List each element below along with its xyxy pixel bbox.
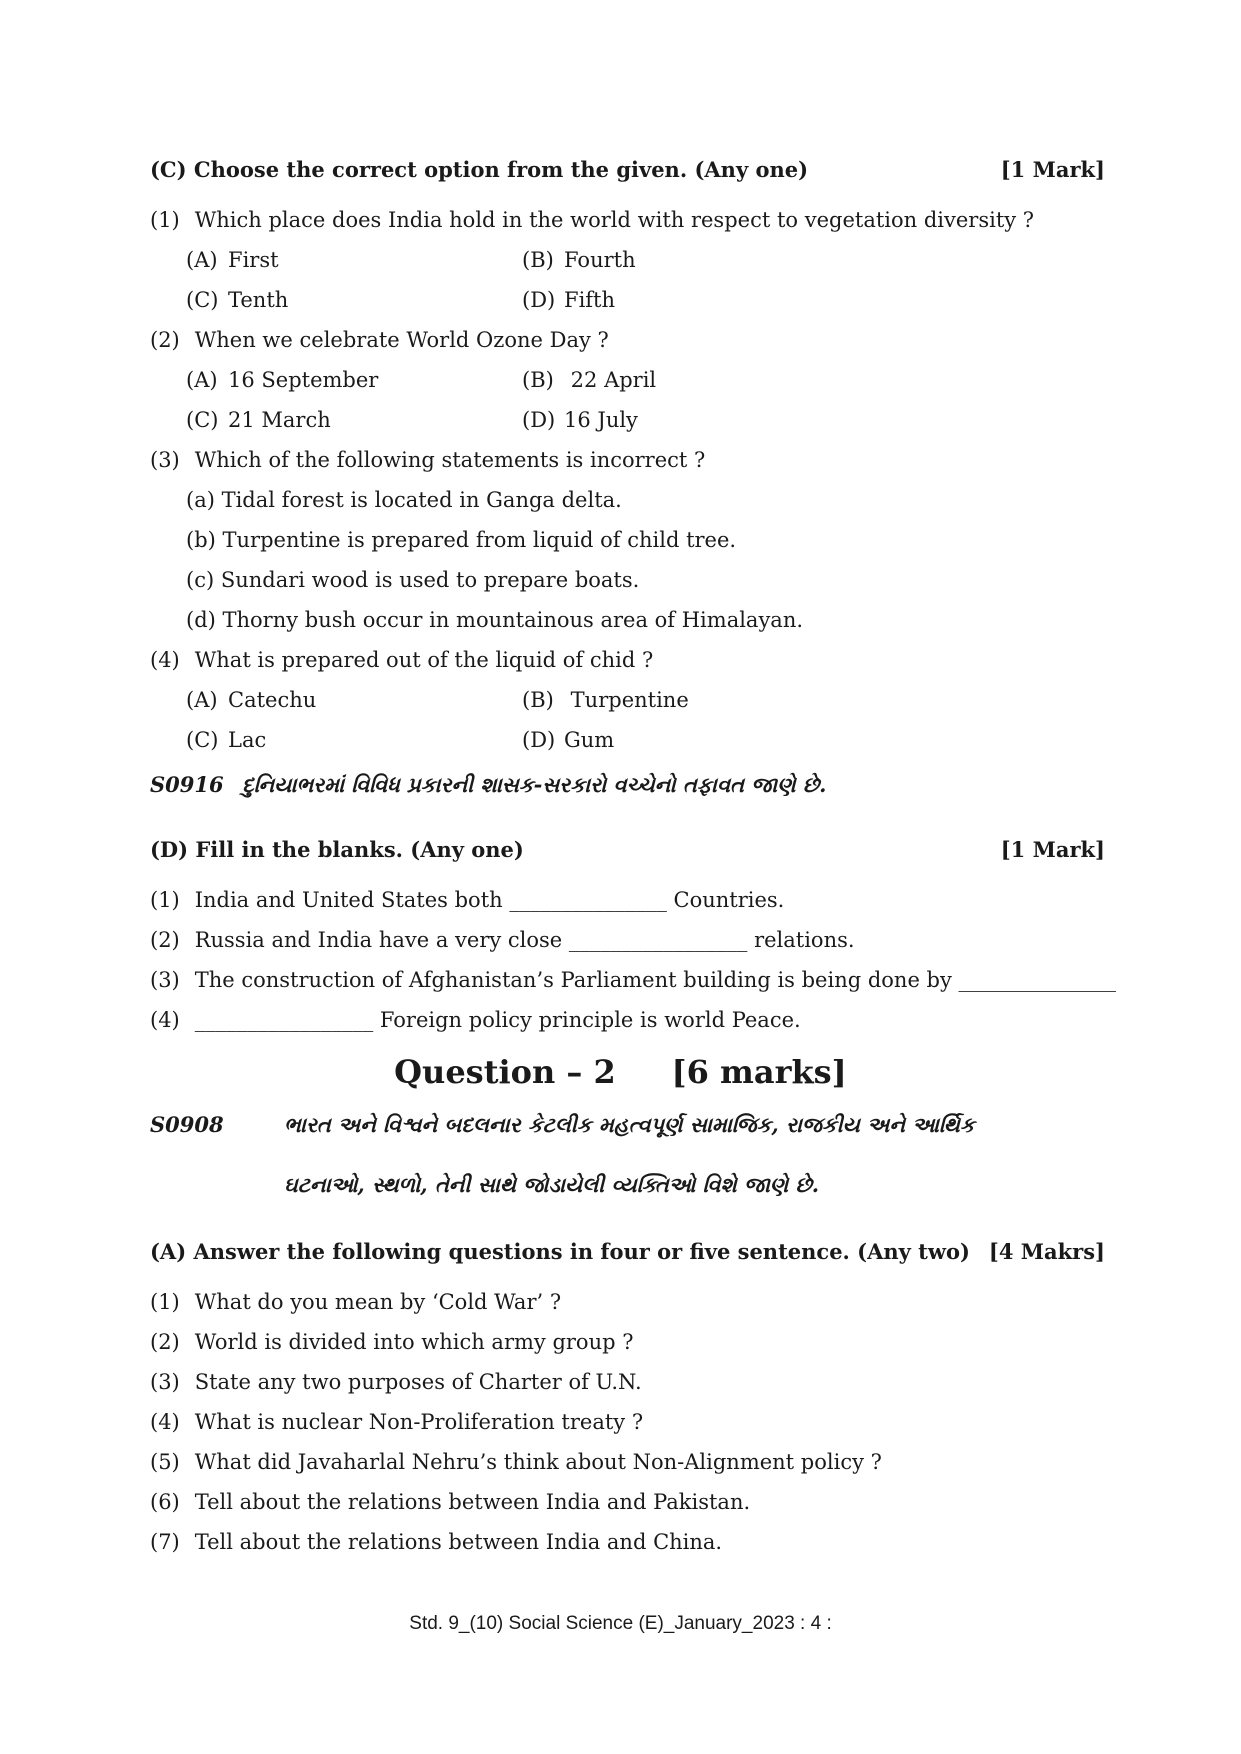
option-b: (B) 22 April — [522, 368, 657, 392]
outcome-text-line1: ભારત અને વિશ્વને બદલનાર કેટલીક મહત્વપૂર્ણ સામાજિક, રાજકીય અને આર્થિક — [284, 1112, 975, 1137]
answer-question-2: (2) World is divided into which army group ? — [150, 1330, 634, 1354]
question-text: Which place does India hold in the world with respect to vegetation diversity ? — [194, 208, 1035, 232]
question-2-title — [0, 1052, 1241, 1092]
option-a: (A) First — [186, 248, 279, 272]
question-text: What is prepared out of the liquid of chid ? — [194, 648, 654, 672]
question-c1 — [150, 206, 1034, 234]
question-number: (4) — [150, 648, 180, 672]
outcome-code: S0916 — [150, 772, 224, 797]
blank-item-4: (4) _________________ Foreign policy principle is world Peace. — [150, 1008, 801, 1032]
statement-c: (c) Sundari wood is used to prepare boats. — [186, 568, 640, 592]
outcome-text-line2: ઘટનાઓ, સ્થળો, તેની સાથે જોડાયેલી વ્યક્તિઓ વિશે જાણે છે. — [284, 1172, 820, 1197]
statement-a: (a) Tidal forest is located in Ganga delta. — [186, 488, 622, 512]
option-c: (C) Tenth — [186, 288, 289, 312]
blank-item-1: (1) India and United States both _______________ Countries. — [150, 888, 785, 912]
option-a: (A) 16 September — [186, 368, 379, 392]
section-a-marks: [4 Makrs] — [988, 1239, 1105, 1264]
question-number: (3) — [150, 448, 180, 472]
question-2-marks: [6 marks] — [671, 1053, 847, 1091]
section-d-marks: [1 Mark] — [1000, 837, 1105, 862]
question-c3 — [150, 446, 705, 474]
answer-question-3: (3) State any two purposes of Charter of U.N. — [150, 1370, 642, 1394]
question-c2 — [150, 326, 609, 354]
section-c-marks: [1 Mark] — [1000, 157, 1105, 182]
question-number: (2) — [150, 328, 180, 352]
question-2-label: Question – 2 — [394, 1053, 616, 1091]
option-a: (A) Catechu — [186, 688, 317, 712]
question-text: When we celebrate World Ozone Day ? — [194, 328, 609, 352]
blank-item-3: (3) The construction of Afghanistan’s Parliament building is being done by _______________ — [150, 968, 1117, 992]
answer-question-6: (6) Tell about the relations between India and Pakistan. — [150, 1490, 751, 1514]
section-c-heading: (C) Choose the correct option from the given. (Any one) — [150, 157, 809, 182]
option-c: (C) Lac — [186, 728, 267, 752]
answer-question-4: (4) What is nuclear Non-Proliferation treaty ? — [150, 1410, 644, 1434]
option-d: (D) Fifth — [522, 288, 616, 312]
question-c4 — [150, 646, 653, 674]
answer-question-5: (5) What did Javaharlal Nehru’s think about Non-Alignment policy ? — [150, 1450, 882, 1474]
statement-d: (d) Thorny bush occur in mountainous area of Himalayan. — [186, 608, 804, 632]
question-number: (1) — [150, 208, 180, 232]
option-d: (D) Gum — [522, 728, 615, 752]
page-footer: Std. 9_(10) Social Science (E)_January_2023 : 4 : — [409, 1613, 832, 1634]
answer-question-1: (1) What do you mean by ‘Cold War’ ? — [150, 1290, 562, 1314]
option-d: (D) 16 July — [522, 408, 638, 432]
answer-question-7: (7) Tell about the relations between India and China. — [150, 1530, 723, 1554]
question-text: Which of the following statements is incorrect ? — [194, 448, 706, 472]
section-a-heading: (A) Answer the following questions in four or five sentence. (Any two) — [150, 1239, 970, 1264]
outcome-text: દુનિયાભરમાં વિવિધ પ્રકારની શાસક-સરકારો વચ્ચેનો તફાવત જાણે છે. — [242, 772, 827, 797]
outcome-code: S0908 — [150, 1112, 224, 1137]
option-b: (B) Turpentine — [522, 688, 689, 712]
option-b: (B) Fourth — [522, 248, 636, 272]
section-d-heading: (D) Fill in the blanks. (Any one) — [150, 837, 524, 862]
statement-b: (b) Turpentine is prepared from liquid of child tree. — [186, 528, 737, 552]
option-c: (C) 21 March — [186, 408, 331, 432]
blank-item-2: (2) Russia and India have a very close _________________ relations. — [150, 928, 855, 952]
